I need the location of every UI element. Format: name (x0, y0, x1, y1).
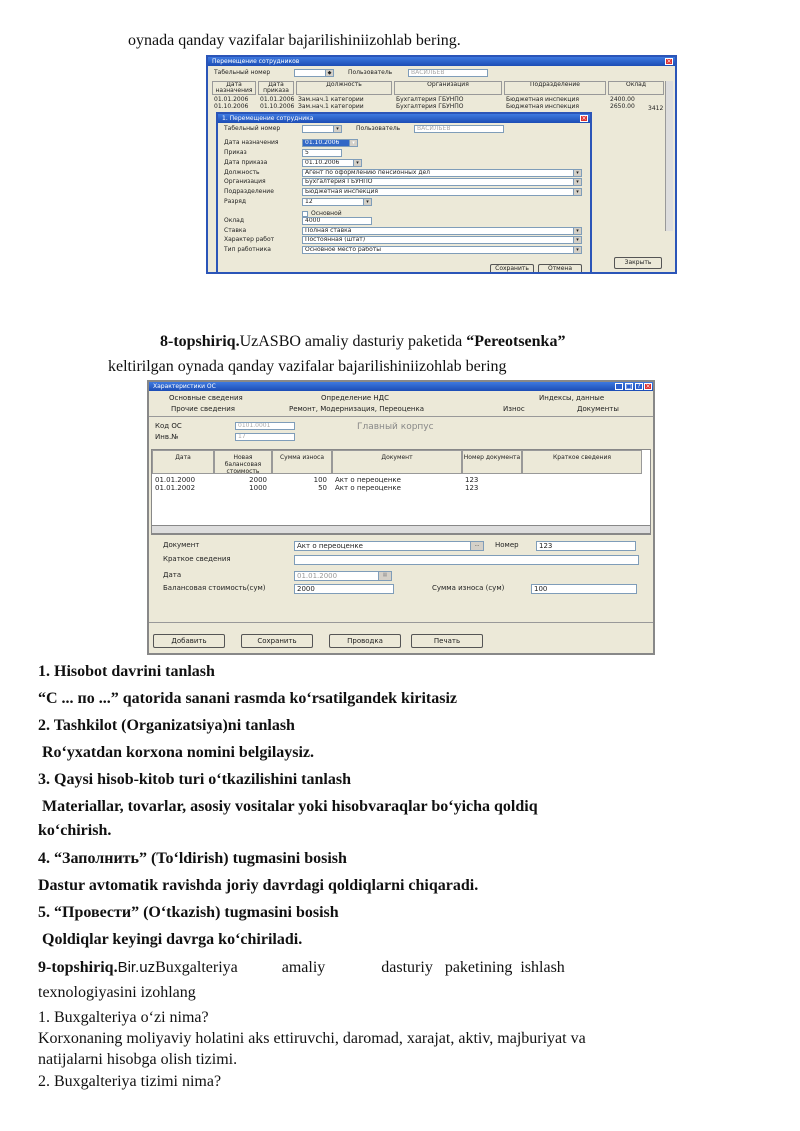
grid-cell[interactable]: 01.01.2002 (155, 485, 196, 492)
question-2: 2. Buxgalteriya tizimi nima? (38, 1073, 222, 1090)
answer-1-line1: Korxonaning moliyaviy holatini aks ettiruvchi, daromad, xarajat, aktiv, majburiyat va (38, 1030, 586, 1047)
tab-divider (149, 416, 653, 417)
field-value: 4000 (305, 217, 321, 224)
code-label: Код ОС (155, 422, 182, 430)
chevron-down-icon[interactable]: ▾ (573, 170, 581, 176)
field-value: Бухгалтерия ГБУНПО (305, 178, 373, 185)
form-input[interactable] (294, 541, 484, 551)
form-value: 2000 (297, 585, 315, 593)
grid-cell[interactable]: Бюджетная инспекция (506, 96, 579, 103)
task9-brand: Bir.uz (117, 959, 156, 976)
field-input[interactable] (302, 227, 582, 235)
form-label: Сумма износа (сум) (432, 584, 505, 592)
grid-cell[interactable]: 2400.00 (610, 96, 635, 103)
field-label: Характер работ (224, 236, 275, 243)
grid-cell[interactable]: 01.10.2006 (260, 103, 295, 110)
form-input[interactable] (294, 555, 639, 565)
answer-1-line2: natijalarni hisobga olish tizimi. (38, 1051, 238, 1068)
window-titlebar (149, 382, 653, 391)
field-input[interactable] (302, 125, 342, 133)
tab[interactable]: Документы (577, 405, 619, 413)
field-input[interactable] (302, 236, 582, 244)
form-value: 100 (534, 585, 548, 593)
window-titlebar (208, 57, 675, 66)
inv-label: Инв.№ (155, 433, 179, 441)
grid-cell[interactable]: 100 (313, 477, 327, 484)
grid-cell[interactable]: Бухгалтерия ГБУНПО (396, 103, 464, 110)
task9-title: 9-topshiriq. (38, 959, 118, 976)
minimize-icon[interactable]: _ (615, 383, 623, 390)
field-label: Разряд (224, 198, 247, 205)
chevron-down-icon[interactable]: ▾ (573, 189, 581, 195)
asset-characteristics-window (147, 380, 655, 655)
form-value: 01.01.2000 (297, 572, 338, 580)
maximize-icon[interactable]: □ (626, 383, 632, 390)
field-label: Тип работника (224, 246, 271, 253)
field-input[interactable] (302, 149, 342, 157)
grid-cell[interactable]: Бюджетная инспекция (506, 103, 579, 110)
field-label: Оклад (224, 217, 245, 224)
save-button[interactable]: Сохранить (490, 264, 534, 274)
grid-header[interactable]: Номер документа (462, 450, 522, 474)
field-value: Агент по оформлению пенсионных дел (305, 169, 431, 176)
chevron-down-icon[interactable]: ▾ (333, 126, 341, 132)
building-label: Главный корпус (357, 422, 434, 432)
close-icon[interactable]: × (581, 115, 587, 122)
form-input[interactable] (294, 571, 392, 581)
form-value: 123 (539, 542, 553, 550)
task8-quote: “Pereotsenka” (466, 333, 566, 350)
field-label: Ставка (224, 227, 247, 234)
tabnum-field[interactable] (294, 69, 334, 77)
field-input[interactable] (302, 139, 358, 147)
chevron-down-icon[interactable]: ▾ (573, 228, 581, 234)
side-value: 3412 (648, 105, 664, 112)
step-line: 1. Hisobot davrini tanlash (38, 663, 215, 680)
window-title: Перемещение сотрудников (212, 58, 300, 65)
grid-header[interactable]: Дата приказа (258, 81, 294, 95)
field-input[interactable] (302, 198, 372, 206)
task9-heading (38, 958, 565, 978)
step-line: “C ... по ...” qatorida sanani rasmda ko‘rsatilgandek kiritasiz (38, 690, 458, 707)
task9-line2: texnologiyasini izohlang (38, 984, 196, 1001)
form-label: Документ (163, 541, 200, 549)
grid-cell[interactable]: Акт о переоценке (335, 477, 401, 484)
action-button[interactable]: Сохранить (241, 634, 313, 648)
grid-header[interactable]: Дата (152, 450, 214, 474)
field-label: Должность (224, 169, 260, 176)
field-input[interactable] (302, 188, 582, 196)
form-label: Номер (495, 541, 519, 549)
step-line: 2. Tashkilot (Organizatsiya)ni tanlash (38, 717, 295, 734)
horizontal-scrollbar[interactable] (151, 525, 651, 534)
step-line: Ro‘yxatdan korxona nomini belgilaysiz. (38, 744, 315, 761)
grid-cell[interactable]: 01.01.2006 (214, 96, 249, 103)
vertical-scrollbar[interactable] (665, 81, 673, 231)
grid-header[interactable]: Должность (296, 81, 392, 95)
grid-header[interactable]: Подразделение (504, 81, 606, 95)
task8-line2: keltirilgan oynada qanday vazifalar bajarilishiniizohlab bering (108, 358, 507, 375)
close-icon[interactable]: × (645, 383, 651, 390)
window-title: Характеристики ОС (153, 383, 216, 390)
chevron-down-icon[interactable]: ▾ (573, 237, 581, 243)
step-line: 4. “Заполнить” (To‘ldirish) tugmasini bosish (38, 850, 347, 867)
step-line: 3. Qaysi hisob-kitob turi o‘tkazilishini tanlash (38, 771, 351, 788)
field-label: Дата приказа (224, 159, 268, 166)
task8-title: 8-topshiriq. (160, 333, 240, 350)
grid-cell[interactable]: 50 (318, 485, 327, 492)
grid-cell[interactable]: 01.10.2006 (214, 103, 249, 110)
field-input[interactable] (302, 159, 362, 167)
field-input[interactable] (302, 169, 582, 177)
field-value: 01.10.2006 (305, 159, 340, 166)
grid-cell[interactable]: 123 (465, 477, 479, 484)
field-value: Постоянная (штат) (305, 236, 366, 243)
form-label: Балансовая стоимость(сум) (163, 584, 266, 592)
dialog-titlebar (218, 114, 590, 123)
form-input[interactable] (536, 541, 636, 551)
step-line: Materiallar, tovarlar, asosiy vositalar yoki hisobvaraqlar bo‘yicha qoldiq (38, 798, 538, 815)
grid-header[interactable]: Оклад (608, 81, 664, 95)
chevron-down-icon[interactable]: ▾ (363, 199, 371, 205)
grid-cell[interactable]: 2650.00 (610, 103, 635, 110)
checkbox-label: Основной (311, 210, 342, 217)
grid-cell[interactable]: Зам.нач.1 категории (298, 103, 364, 110)
step-line: Dastur avtomatik ravishda joriy davrdagi qoldiqlarni chiqaradi. (38, 877, 479, 894)
field-input[interactable] (302, 246, 582, 254)
grid-cell[interactable]: 2000 (249, 477, 267, 484)
inv-field: 17 (235, 433, 295, 441)
action-button[interactable]: Печать (411, 634, 483, 648)
tabnum-label: Табельный номер (214, 69, 271, 76)
step-line: Qoldiqlar keyingi davrga ko‘chiriladi. (38, 931, 303, 948)
cancel-button[interactable]: Отмена (538, 264, 582, 274)
chevron-down-icon[interactable]: ▾ (349, 140, 357, 146)
revaluation-grid (151, 449, 651, 535)
field-value: 01.10.2006 (305, 139, 340, 146)
form-input[interactable] (531, 584, 637, 594)
field-input[interactable] (302, 217, 372, 225)
grid-cell[interactable]: Акт о переоценке (335, 485, 401, 492)
button-divider (149, 622, 653, 623)
field-label: Организация (224, 178, 266, 185)
field-value: Основное место работы (305, 246, 382, 253)
form-input[interactable] (294, 584, 394, 594)
tab[interactable]: Износ (503, 405, 525, 413)
user-field: ВАСИЛЬЕВ (408, 69, 488, 77)
field-label: Приказ (224, 149, 247, 156)
field-value: Полная ставка (305, 227, 352, 234)
field-value: 5 (305, 149, 309, 156)
step-line: 5. “Провести” (O‘tkazish) tugmasini bosish (38, 904, 339, 921)
help-icon[interactable]: ? (635, 383, 643, 390)
question-1: 1. Buxgalteriya o‘zi nima? (38, 1009, 209, 1026)
grid-header[interactable]: Краткое сведения (522, 450, 642, 474)
chevron-down-icon[interactable]: ▾ (353, 160, 361, 166)
exit-button[interactable]: Закрыть (614, 257, 662, 269)
grid-cell[interactable]: 01.01.2006 (260, 96, 295, 103)
grid-header[interactable]: Документ (332, 450, 462, 474)
grid-header[interactable]: Дата назначения (212, 81, 256, 95)
grid-cell[interactable]: Зам.нач.1 категории (298, 96, 364, 103)
transfer-dialog (216, 112, 592, 274)
task9-text: Buxgalteriya amaliy dasturiy paketining ishlash (155, 959, 565, 976)
tab[interactable]: Основные сведения (169, 394, 243, 402)
main-checkbox[interactable] (302, 211, 308, 217)
ellipsis-icon[interactable]: … (470, 542, 483, 550)
tab[interactable]: Прочие сведения (171, 405, 235, 413)
action-button[interactable]: Добавить (153, 634, 225, 648)
grid-cell[interactable]: 01.01.2000 (155, 477, 196, 484)
field-input[interactable] (302, 178, 582, 186)
tab[interactable]: Ремонт, Модернизация, Переоценка (289, 405, 424, 413)
tab[interactable]: Индексы, данные (539, 394, 605, 402)
intro-line: oynada qanday vazifalar bajarilishiniizohlab bering. (128, 32, 461, 49)
chevron-down-icon[interactable]: ▾ (573, 247, 581, 253)
field-value: 12 (305, 198, 313, 205)
field-label: Дата назначения (224, 139, 279, 146)
form-label: Дата (163, 571, 182, 579)
field-label: Подразделение (224, 188, 274, 195)
grid-cell[interactable]: Бухгалтерия ГБУНПО (396, 96, 464, 103)
grid-cell[interactable]: 123 (465, 485, 479, 492)
calendar-icon[interactable]: ▦ (378, 572, 391, 580)
action-button[interactable]: Проводка (329, 634, 401, 648)
grid-header[interactable]: Сумма износа (272, 450, 332, 474)
inner-user-field: ВАСИЛЬЕВ (414, 125, 504, 133)
user-label: Пользователь (348, 69, 393, 76)
field-value: Бюджетная инспекция (305, 188, 378, 195)
chevron-down-icon[interactable]: ▾ (573, 179, 581, 185)
inner-user-label: Пользователь (356, 125, 401, 132)
form-label: Краткое сведения (163, 555, 231, 563)
task8-text: UzASBO amaliy dasturiy paketida (239, 333, 467, 350)
step-line: ko‘chirish. (38, 822, 112, 839)
form-value: Акт о переоценке (297, 542, 363, 550)
grid-header[interactable]: Организация (394, 81, 502, 95)
dialog-title: 1. Перемещение сотрудника (222, 115, 314, 122)
spin-icon: ◆ (325, 70, 333, 76)
task8-heading (160, 332, 565, 352)
field-label: Табельный номер (224, 125, 281, 132)
grid-header[interactable]: Новая балансовая стоимость (214, 450, 272, 474)
grid-cell[interactable]: 1000 (249, 485, 267, 492)
code-field: 0101.0001 (235, 422, 295, 430)
tab[interactable]: Определение НДС (321, 394, 390, 402)
close-icon[interactable]: × (666, 58, 672, 65)
